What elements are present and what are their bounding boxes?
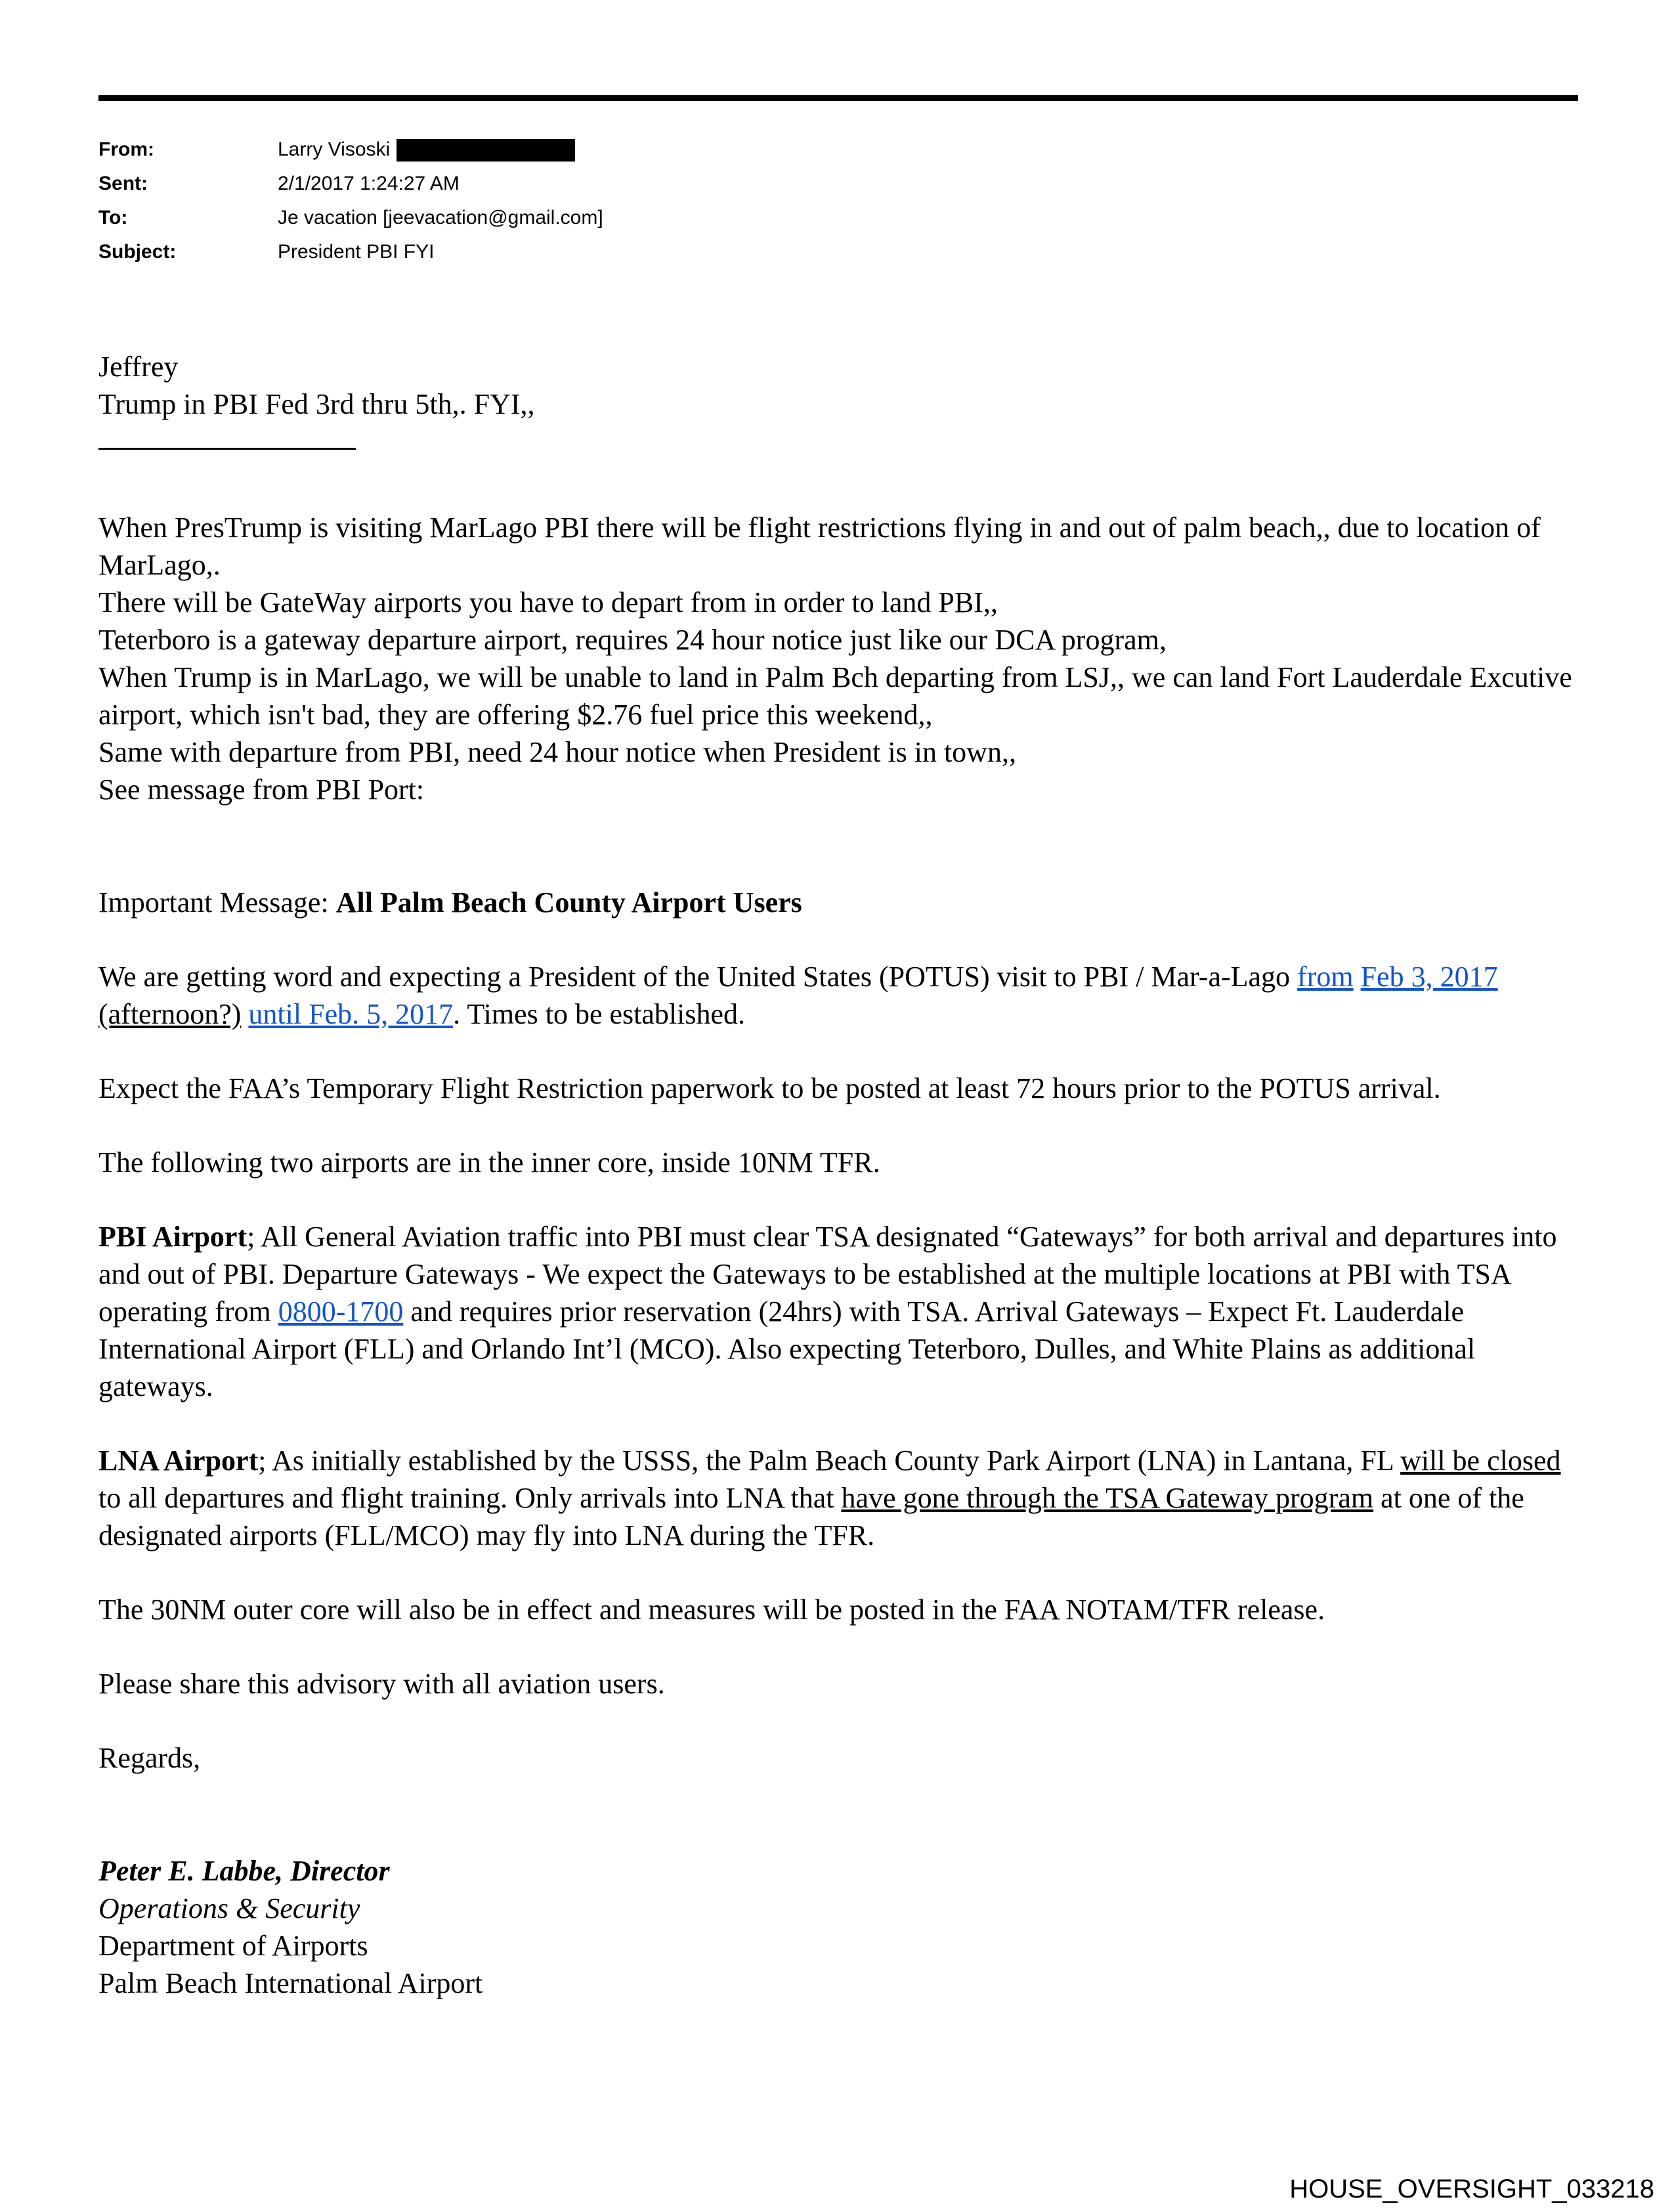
lna-text-3: at one of the designated airports (FLL/MCO) may fly into LNA during the TFR. (98, 1482, 1524, 1551)
link-from: from (1297, 961, 1354, 993)
important-message-title: All Palm Beach County Airport Users (335, 886, 802, 919)
lna-text-2: to all departures and flight training. Only arrivals into LNA that (98, 1482, 842, 1514)
signature-block (98, 1852, 1578, 2002)
to-label: To: (98, 207, 128, 228)
subject-label: Subject: (98, 241, 177, 263)
will-be-closed-underlined: will be closed (1400, 1444, 1561, 1477)
sent-label: Sent: (98, 173, 148, 194)
intro-line: See message from PBI Port: (98, 773, 425, 806)
signature-department: Department of Airports (98, 1930, 368, 1962)
potus-text-post: . Times to be established. (453, 998, 746, 1030)
pbi-text-2: and requires prior reservation (24hrs) with TSA. Arrival Gateways – Expect Ft. Lauderdale International Airport (FLL) and Orlando Int’l (MCO). Also expecting Teterboro, Dulles, and White Plains as additional gateways. (98, 1295, 1476, 1402)
email-body (98, 348, 1578, 2002)
to-value: Je vacation [jeevacation@gmail.com] (278, 207, 603, 228)
signature-divider-line (98, 448, 356, 450)
pbi-text-1: ; All General Aviation traffic into PBI must clear TSA designated “Gateways” for both arrival and departures into and out of PBI. Departure Gateways - We expect the Gateways to be established at the multiple locations at PBI with TSA operating from (98, 1221, 1557, 1328)
signature-airport: Palm Beach International Airport (98, 1967, 483, 1999)
potus-visit-paragraph (98, 958, 1578, 1033)
pbi-airport-label: PBI Airport (98, 1221, 247, 1253)
intro-paragraph (98, 509, 1578, 808)
link-until-feb5-date: until Feb. 5, 2017 (248, 998, 454, 1030)
regards-line: Regards, (98, 1742, 201, 1774)
email-meta-header (98, 133, 1578, 269)
signature-title: Operations & Security (98, 1892, 360, 1924)
header-rule (98, 95, 1578, 101)
greeting-line: Jeffrey (98, 351, 179, 383)
share-advisory-paragraph: Please share this advisory with all aviation users. (98, 1668, 665, 1700)
subject-value: President PBI FYI (278, 241, 435, 263)
signature-name: Peter E. Labbe, Director (98, 1855, 390, 1887)
fyi-line: Trump in PBI Fed 3rd thru 5th,. FYI,, (98, 388, 535, 420)
intro-line: Same with departure from PBI, need 24 hour notice when President is in town,, (98, 736, 1016, 768)
faa-tfr-paragraph: Expect the FAA’s Temporary Flight Restriction paperwork to be posted at least 72 hours prior to the POTUS arrival. (98, 1072, 1441, 1104)
lna-airport-paragraph (98, 1442, 1578, 1554)
meta-row-sent (98, 167, 1578, 201)
from-value: Larry Visoski (278, 139, 391, 160)
meta-row-from (98, 133, 1578, 167)
potus-text-pre: We are getting word and expecting a President of the United States (POTUS) visit to PBI / Mar-a-Lago (98, 961, 1298, 993)
meta-row-to (98, 201, 1578, 235)
document-id-footer: HOUSE_OVERSIGHT_033218 (1289, 2175, 1654, 2203)
afternoon-underlined: (afternoon?) (98, 998, 242, 1030)
link-feb3-date: Feb 3, 2017 (1360, 961, 1498, 993)
intro-line: Teterboro is a gateway departure airport, requires 24 hour notice just like our DCA program, (98, 624, 1167, 656)
tsa-gateway-program-underlined: have gone through the TSA Gateway program (841, 1482, 1374, 1514)
sent-value: 2/1/2017 1:24:27 AM (278, 173, 460, 194)
intro-line: When PresTrump is visiting MarLago PBI there will be flight restrictions flying in and out of palm beach,, due to location of MarLago,. (98, 511, 1541, 581)
from-label: From: (98, 139, 154, 160)
important-message-label: Important Message: (98, 886, 336, 919)
important-message-line (98, 884, 1578, 921)
link-operating-hours: 0800-1700 (278, 1295, 404, 1328)
outer-core-paragraph: The 30NM outer core will also be in effect and measures will be posted in the FAA NOTAM/TFR release. (98, 1594, 1325, 1626)
intro-line: There will be GateWay airports you have to depart from in order to land PBI,, (98, 586, 998, 618)
inner-core-paragraph: The following two airports are in the inner core, inside 10NM TFR. (98, 1146, 880, 1179)
lna-airport-label: LNA Airport (98, 1444, 259, 1477)
redaction-bar (397, 139, 575, 162)
lna-text-1: ; As initially established by the USSS, the Palm Beach County Park Airport (LNA) in Lantana, FL (258, 1444, 1401, 1477)
meta-row-subject (98, 235, 1578, 269)
intro-line: When Trump is in MarLago, we will be unable to land in Palm Bch departing from LSJ,, we can land Fort Lauderdale Excutive airport, which isn't bad, they are offering $2.76 fuel price this weekend,, (98, 661, 1572, 731)
pbi-airport-paragraph (98, 1218, 1578, 1405)
